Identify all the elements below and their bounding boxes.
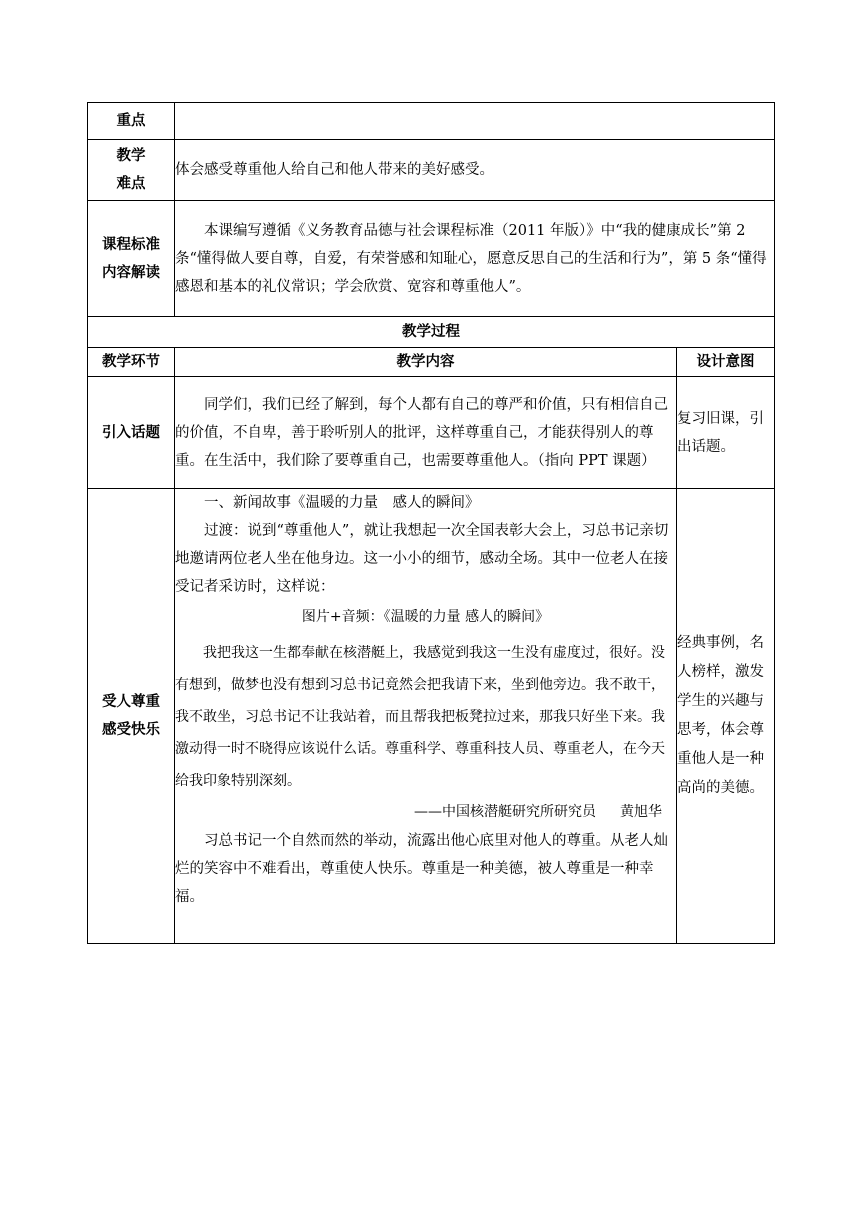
respect-intent: 经典事例，名人榜样，激发学生的兴趣与思考，体会尊重他人是一种高尚的美德。 — [677, 489, 775, 944]
transition-paragraph: 过渡：说到“尊重他人”，就让我想起一次全国表彰大会上，习总书记亲切地邀请两位老人坐在他身边。这一小小的细节，感动全场。其中一位老人在接受记者采访时，这样说： — [175, 523, 669, 595]
process-title: 教学过程 — [88, 317, 775, 348]
intro-content — [175, 377, 677, 489]
quote-attribution — [175, 797, 676, 827]
key-points-label: 重点 — [88, 103, 175, 140]
standard-label-line1: 课程标准 — [102, 236, 160, 253]
respect-row — [88, 489, 775, 944]
difficulty-content: 体会感受尊重他人给自己和他人带来的美好感受。 — [175, 140, 775, 201]
respect-stage-line2: 感受快乐 — [102, 722, 160, 738]
standard-paragraph: 本课编写遵循《义务教育品德与社会课程标准（2011 年版）》中“我的健康成长”第 2 条“懂得做人要自尊，自爱，有荣誉感和知耻心，愿意反思自己的生活和行为”，第 5 条“懂得感恩和基本的礼仪常识；学会欣赏、宽容和尊重他人”。 — [175, 222, 767, 295]
respect-content — [175, 489, 677, 944]
standard-row — [88, 201, 775, 317]
header-intent: 设计意图 — [677, 348, 775, 377]
news-heading: 一、新闻故事《温暖的力量 感人的瞬间》 — [204, 495, 480, 511]
difficulty-label — [88, 140, 175, 201]
difficulty-label-line2: 难点 — [116, 176, 146, 192]
header-content: 教学内容 — [175, 348, 677, 377]
difficulty-row — [88, 140, 775, 201]
intro-row — [88, 377, 775, 489]
standard-content — [175, 201, 775, 317]
media-caption: 图片+音频：《温暖的力量 感人的瞬间》 — [301, 609, 550, 625]
header-stage: 教学环节 — [88, 348, 175, 377]
key-points-row — [88, 103, 775, 140]
lesson-plan-table — [87, 102, 775, 944]
summary-paragraph: 习总书记一个自然而然的举动，流露出他心底里对他人的尊重。从老人灿烂的笑容中不难看出，尊重使人快乐。尊重是一种美德，被人尊重是一种幸福。 — [175, 833, 668, 905]
respect-stage — [88, 489, 175, 944]
intro-paragraph: 同学们，我们已经了解到，每个人都有自己的尊严和价值，只有相信自己的价值，不自卑，善于聆听别人的批评，这样尊重自己，才能获得别人的尊重。在生活中，我们除了要尊重自己，也需要尊重他人。（指向 PPT 课题） — [175, 396, 668, 469]
standard-label-line2: 内容解读 — [102, 264, 160, 281]
difficulty-label-line1: 教学 — [116, 148, 146, 164]
process-header-row — [88, 348, 775, 377]
process-title-row — [88, 317, 775, 348]
quote-speaker: 黄旭华 — [620, 804, 662, 820]
quote-source: ——中国核潜艇研究所研究员 — [414, 804, 596, 820]
standard-label — [88, 201, 175, 317]
respect-stage-line1: 受人尊重 — [102, 694, 160, 710]
key-points-content — [175, 103, 775, 140]
quote-paragraph: 我把我这一生都奉献在核潜艇上，我感觉到我这一生没有虚度过，很好。没有想到，做梦也没有想到习总书记竟然会把我请下来，坐到他旁边。我不敢干，我不敢坐，习总书记不让我站着，而且帮我把板凳拉过来，那我只好坐下来。我激动得一时不晓得应该说什么话。尊重科学、尊重科技人员、尊重老人，在今天给我印象特别深刻。 — [175, 645, 665, 789]
intro-stage: 引入话题 — [88, 377, 175, 489]
intro-intent: 复习旧课，引出话题。 — [677, 377, 775, 489]
